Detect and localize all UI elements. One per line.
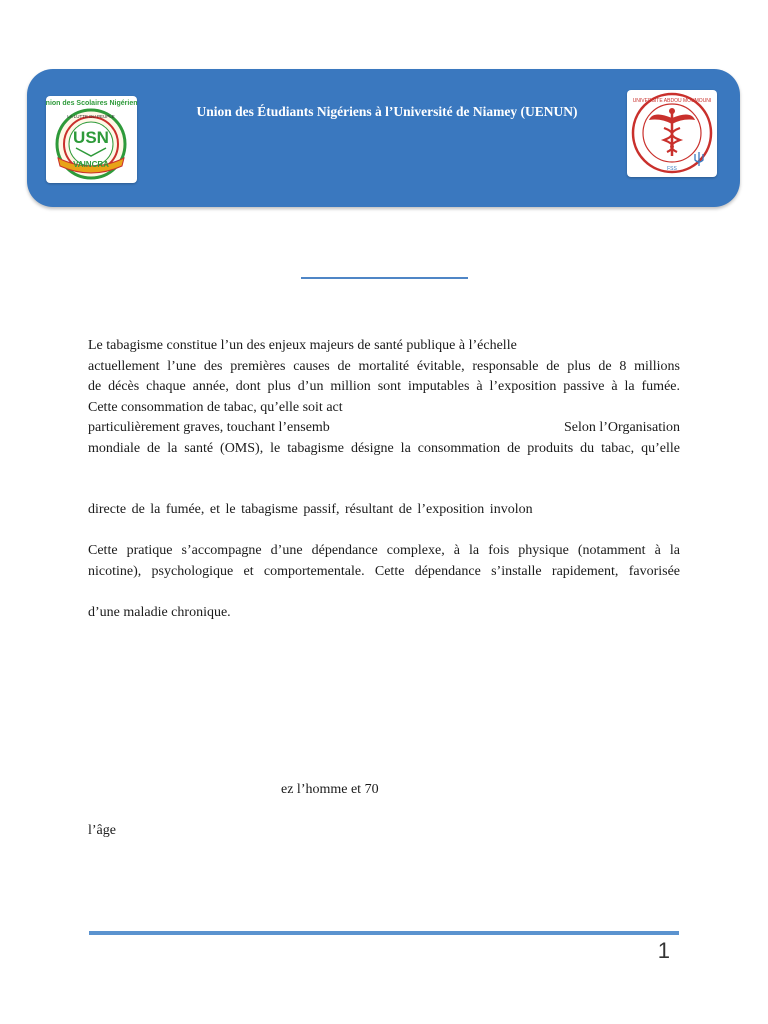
text-line: de décès chaque année, dont plus d’un million sont imputables à l’exposition passive à la fumée. bbox=[88, 379, 680, 394]
usn-emblem-icon bbox=[46, 96, 137, 183]
text-line: Cette pratique s’accompagne d’une dépendance complexe, à la fois physique (notamment à la bbox=[88, 543, 680, 558]
text-line: d’une maladie chronique. bbox=[88, 605, 231, 620]
university-logo-bottom-text: FSS bbox=[667, 166, 677, 172]
text-line: directe de la fumée, et le tabagisme passif, résultant de l’exposition involon bbox=[88, 502, 533, 517]
text-line: nicotine), psychologique et comportementale. Cette dépendance s’installe rapidement, favorisée bbox=[88, 563, 680, 579]
page-number: 1 bbox=[657, 938, 670, 963]
paragraph-dependency bbox=[88, 541, 680, 582]
paragraph-passive-smoking bbox=[88, 500, 680, 521]
caduceus-emblem-icon bbox=[627, 90, 717, 177]
text-line: ez l’homme et 70 bbox=[281, 782, 379, 797]
paragraph-intro bbox=[88, 336, 680, 459]
university-logo-ring-text: UNIVERSITE ABDOU MOUMOUNI bbox=[632, 98, 712, 104]
text-fragment-age bbox=[88, 821, 680, 842]
text-line: l’âge bbox=[88, 823, 116, 838]
document-header bbox=[27, 69, 740, 207]
usn-logo-banner-text: VAINCRA bbox=[73, 160, 109, 169]
university-logo bbox=[627, 90, 717, 177]
text-line bbox=[88, 418, 680, 439]
usn-logo-monogram: USN bbox=[73, 128, 109, 147]
text-fragment: Selon l’Organisation bbox=[563, 420, 680, 435]
title-divider-line bbox=[301, 277, 468, 279]
text-line: Le tabagisme constitue l’un des enjeux majeurs de santé publique à l’échelle bbox=[88, 338, 517, 353]
text-line: mondiale de la santé (OMS), le tabagisme désigne la consommation de produits du tabac, qu’elle bbox=[88, 440, 680, 456]
usn-logo-ring-text: LA LUTTE DU PEUPLE bbox=[67, 114, 115, 119]
footer-divider-line bbox=[89, 931, 679, 935]
text-line: Cette consommation de tabac, qu’elle soit act bbox=[88, 399, 343, 415]
paragraph-chronic-disease bbox=[88, 603, 680, 624]
text-fragment: particulièrement graves, touchant l’ensemb bbox=[88, 420, 330, 435]
usn-logo bbox=[46, 96, 137, 183]
usn-logo-top-text: Union des Scolaires Nigériens bbox=[46, 100, 137, 107]
header-title: Union des Étudiants Nigériens à l’Université de Niamey (UENUN) bbox=[196, 104, 578, 119]
text-fragment-statistics bbox=[281, 780, 581, 801]
text-line: actuellement l’une des premières causes de mortalité évitable, responsable de plus de 8 millions bbox=[88, 358, 680, 374]
